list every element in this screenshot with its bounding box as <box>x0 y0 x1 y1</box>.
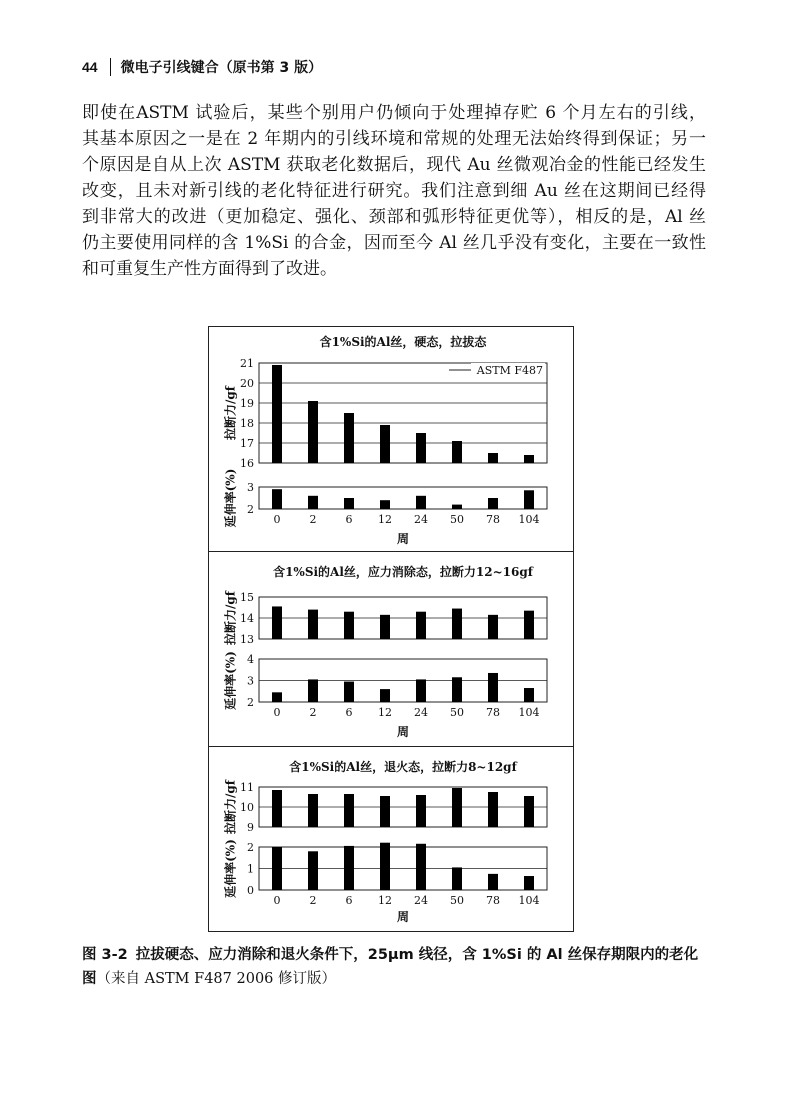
caption-text-continued: 图 <box>82 971 97 987</box>
top-bar <box>344 612 354 639</box>
top-y-tick-label: 19 <box>240 397 254 410</box>
top-y-axis-label: 拉断力/gf <box>223 591 238 645</box>
book-title: 微电子引线键合（原书第 3 版） <box>120 60 323 76</box>
bottom-bar <box>308 679 318 702</box>
chart-annealed <box>209 747 573 931</box>
x-tick-label: 12 <box>378 706 392 719</box>
legend-label: ASTM F487 <box>476 364 543 377</box>
caption-source: （来自 ASTM F487 2006 修订版） <box>96 971 336 987</box>
paragraph-line: 到非常大的改进（更加稳定、强化、颈部和弧形特征更优等），相反的是，Al 丝 <box>82 207 706 227</box>
x-tick-label: 104 <box>518 706 540 719</box>
x-tick-label: 6 <box>345 513 353 526</box>
bottom-bar <box>524 490 534 509</box>
top-bar <box>380 615 390 639</box>
paragraph-line: 改变，且未对新引线的老化特征进行研究。我们注意到细 Au 丝在这期间已经得 <box>82 181 706 201</box>
chart-panel-annealed <box>209 747 573 931</box>
bottom-bar <box>344 498 354 509</box>
top-bar <box>344 413 354 463</box>
top-bar <box>488 615 498 639</box>
top-bar <box>488 453 498 463</box>
chart-panel-hard-drawn <box>209 327 573 551</box>
bottom-bar <box>416 679 426 702</box>
top-bar <box>308 794 318 827</box>
x-tick-label: 24 <box>414 894 428 907</box>
bottom-bar <box>452 867 462 890</box>
header-divider <box>110 58 111 76</box>
paragraph-line: 其基本原因之一是在 2 年期内的引线环境和常规的处理无法始终得到保证；另一 <box>82 129 706 149</box>
top-bar <box>524 455 534 463</box>
chart-title: 含1%Si的Al丝，硬态，拉拔态 <box>319 335 487 349</box>
top-bar <box>416 795 426 827</box>
x-tick-label: 0 <box>273 513 281 526</box>
bottom-y-tick-label: 1 <box>247 862 254 876</box>
top-y-tick-label: 17 <box>240 437 254 450</box>
top-bar <box>308 610 318 639</box>
paragraph-line: 和可重复生产性方面得到了改进。 <box>82 259 337 279</box>
top-bar <box>380 796 390 827</box>
top-bar <box>452 609 462 639</box>
top-y-tick-label: 13 <box>240 633 254 646</box>
caption-label: 图 3-2 <box>82 947 128 963</box>
x-tick-label: 50 <box>450 513 464 526</box>
top-y-tick-label: 15 <box>240 591 254 604</box>
x-tick-label: 50 <box>450 706 464 719</box>
bottom-bar <box>416 496 426 509</box>
top-y-axis-label: 拉断力/gf <box>223 780 238 834</box>
top-y-tick-label: 21 <box>240 357 254 370</box>
bottom-bar <box>308 496 318 509</box>
x-axis-label: 周 <box>396 910 410 924</box>
x-tick-label: 0 <box>273 894 281 907</box>
bottom-bar <box>488 874 498 890</box>
top-bar <box>272 790 282 827</box>
top-bar <box>272 365 282 463</box>
top-bar <box>344 794 354 827</box>
top-y-tick-label: 9 <box>247 821 254 834</box>
top-bar <box>488 792 498 827</box>
bottom-bar <box>272 692 282 702</box>
paragraph-line: 即使在ASTM 试验后，某些个别用户仍倾向于处理掉存贮 6 个月左右的引线， <box>82 103 706 123</box>
paragraph-line: 个原因是自从上次 ASTM 获取老化数据后，现代 Au 丝微观冶金的性能已经发生 <box>82 155 706 175</box>
bottom-bar <box>452 505 462 509</box>
top-bar <box>308 401 318 463</box>
caption-text: 拉拔硬态、应力消除和退火条件下，25μm 线径，含 1%Si 的 Al 丝保存期限内的老化 <box>135 947 699 963</box>
figure-3-2 <box>208 326 574 932</box>
x-tick-label: 2 <box>309 894 317 907</box>
x-tick-label: 104 <box>518 513 540 526</box>
body-paragraph <box>82 100 706 282</box>
paragraph-line: 仍主要使用同样的含 1%Si 的合金，因而至今 Al 丝几乎没有变化，主要在一致性 <box>82 233 706 253</box>
x-tick-label: 0 <box>273 706 281 719</box>
bottom-bar <box>416 844 426 890</box>
chart-stress-relieved <box>209 552 573 746</box>
x-axis-label: 周 <box>396 725 410 739</box>
bottom-plot-frame <box>259 487 547 509</box>
top-y-tick-label: 10 <box>240 801 254 814</box>
bottom-bar <box>380 500 390 509</box>
top-y-tick-label: 14 <box>240 612 254 625</box>
bottom-bar <box>344 846 354 890</box>
bottom-bar <box>488 673 498 702</box>
chart-panel-stress-relieved <box>209 552 573 746</box>
x-tick-label: 24 <box>414 513 428 526</box>
top-y-axis-label: 拉断力/gf <box>223 386 238 440</box>
top-bar <box>416 612 426 639</box>
x-tick-label: 78 <box>486 706 500 719</box>
bottom-bar <box>344 682 354 702</box>
bottom-bar <box>308 851 318 890</box>
top-bar <box>380 425 390 463</box>
x-axis-label: 周 <box>396 532 410 546</box>
page-header <box>82 55 322 79</box>
bottom-y-tick-label: 3 <box>247 674 254 688</box>
bottom-y-tick-label: 2 <box>247 503 254 516</box>
page-number: 44 <box>82 59 98 75</box>
top-bar <box>416 433 426 463</box>
bottom-y-tick-label: 3 <box>247 481 254 494</box>
x-tick-label: 24 <box>414 706 428 719</box>
top-y-tick-label: 20 <box>240 377 254 390</box>
bottom-y-axis-label: 延伸率(%) <box>223 839 238 898</box>
bottom-y-tick-label: 2 <box>247 696 254 709</box>
bottom-y-axis-label: 延伸率(%) <box>223 651 238 710</box>
top-y-tick-label: 18 <box>240 417 254 430</box>
bottom-bar <box>272 847 282 890</box>
bottom-bar <box>452 677 462 702</box>
x-tick-label: 2 <box>309 706 317 719</box>
top-y-tick-label: 11 <box>240 781 254 794</box>
x-tick-label: 12 <box>378 894 392 907</box>
x-tick-label: 6 <box>345 706 353 719</box>
chart-title: 含1%Si的Al丝，应力消除态，拉断力12~16gf <box>273 565 533 579</box>
figure-caption <box>82 943 706 991</box>
x-tick-label: 6 <box>345 894 353 907</box>
top-y-tick-label: 16 <box>240 457 254 470</box>
x-tick-label: 12 <box>378 513 392 526</box>
top-bar <box>452 788 462 827</box>
top-bar <box>524 796 534 827</box>
x-tick-label: 2 <box>309 513 317 526</box>
x-tick-label: 78 <box>486 513 500 526</box>
x-tick-label: 78 <box>486 894 500 907</box>
x-tick-label: 50 <box>450 894 464 907</box>
bottom-bar <box>524 688 534 702</box>
bottom-bar <box>380 689 390 702</box>
bottom-y-tick-label: 4 <box>247 653 254 666</box>
chart-hard-drawn <box>209 327 573 551</box>
bottom-bar <box>272 489 282 509</box>
bottom-bar <box>488 498 498 509</box>
bottom-y-axis-label: 延伸率(%) <box>223 468 238 528</box>
top-bar <box>272 606 282 639</box>
chart-title: 含1%Si的Al丝，退火态，拉断力8~12gf <box>289 760 517 774</box>
bottom-y-tick-label: 0 <box>247 884 254 897</box>
bottom-bar <box>380 843 390 890</box>
top-bar <box>452 441 462 463</box>
x-tick-label: 104 <box>518 894 540 907</box>
bottom-bar <box>524 876 534 890</box>
top-plot-frame <box>259 363 547 463</box>
top-bar <box>524 611 534 639</box>
bottom-y-tick-label: 2 <box>247 841 254 854</box>
